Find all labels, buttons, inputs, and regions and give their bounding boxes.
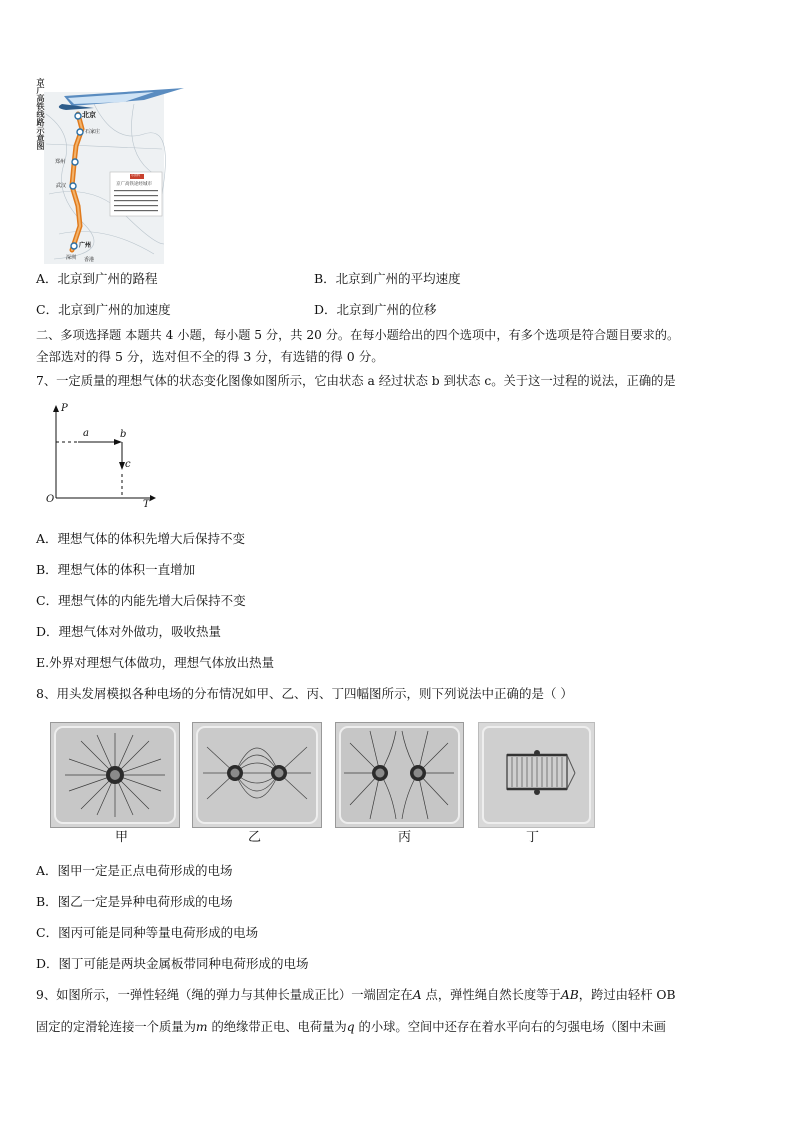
q7-option-a: A．理想气体的体积先增大后保持不变 — [36, 531, 246, 546]
map-legend-title: 京广高铁途经城市 — [116, 182, 152, 187]
hair-field-photo-yi — [192, 722, 322, 828]
q8-option-c: C．图丙可能是同种等量电荷形成的电场 — [36, 925, 259, 940]
rail-map-image — [34, 74, 194, 266]
single-charge-field-image — [51, 723, 179, 827]
q8-option-d: D．图丁可能是两块金属板带同种电荷形成的电场 — [36, 956, 309, 971]
photo-label-yi: 乙 — [248, 830, 262, 845]
q9-line2-part2: 的绝缘带正电、电荷量为 — [207, 1020, 347, 1034]
q6-option-a: A．北京到广州的路程 — [36, 271, 158, 286]
q6-option-c: C．北京到广州的加速度 — [36, 302, 171, 317]
city-label-shijiazhuang: 石家庄 — [85, 129, 101, 135]
q9-segment-ab: AB — [560, 988, 579, 1002]
q6-option-d: D．北京到广州的位移 — [314, 302, 437, 317]
rail-map-figure — [34, 74, 194, 266]
q9-line2-part1: 固定的定滑轮连接一个质量为 — [36, 1020, 196, 1034]
q9-mass-symbol: m — [195, 1020, 208, 1034]
parallel-plates-field-image — [479, 723, 594, 827]
q9-line2-part3: 的小球。空间中还存在着水平向右的匀强电场（图中未画 — [354, 1020, 666, 1034]
hair-field-photo-bing — [335, 722, 464, 828]
q9-point-a: A — [412, 988, 422, 1002]
q7-option-c: C．理想气体的内能先增大后保持不变 — [36, 593, 246, 608]
hair-field-photo-jia — [50, 722, 180, 828]
q9-line1-part3: ，跨过由轻杆 OB — [578, 988, 676, 1002]
q8-option-a: A．图甲一定是正点电荷形成的电场 — [36, 863, 233, 878]
map-legend-header: 小资料 — [131, 173, 141, 177]
pt-graph-svg — [40, 402, 160, 512]
q6-option-b: B．北京到广州的平均速度 — [314, 271, 461, 286]
city-label-shenzhen: 深圳 — [66, 255, 77, 261]
map-side-title: 京广高铁线路示意图 — [36, 78, 45, 150]
q9-stem-line1 — [36, 986, 676, 1004]
q8-stem: 8、用头发屑模拟各种电场的分布情况如甲、乙、丙、丁四幅图所示，则下列说法中正确的是（ ） — [36, 686, 573, 701]
city-label-wuhan: 武汉 — [56, 183, 67, 189]
section2-instruction-line1: 二、多项选择题 本题共 4 小题，每小题 5 分，共 20 分。在每小题给出的四个选项中，有多个选项是符合题目要求的。 — [36, 328, 680, 342]
hair-field-photo-ding — [478, 722, 595, 828]
q9-stem-line2 — [36, 1018, 666, 1036]
q7-option-b: B．理想气体的体积一直增加 — [36, 562, 196, 577]
pt-graph-state-c-label: c — [125, 459, 131, 470]
q9-line1-part1: 9、如图所示，一弹性轻绳（绳的弹力与其伸长量成正比）一端固定在 — [36, 988, 413, 1002]
opposite-charges-field-image — [193, 723, 321, 827]
city-label-zhengzhou: 郑州 — [55, 159, 66, 165]
city-label-beijing: 北京 — [82, 111, 96, 119]
photo-label-bing: 丙 — [398, 830, 412, 845]
photo-label-ding: 丁 — [526, 830, 540, 845]
q9-charge-symbol: q — [346, 1020, 355, 1034]
photo-label-jia: 甲 — [115, 830, 129, 845]
city-label-hongkong: 香港 — [84, 257, 95, 263]
q9-line1-part2: 点，弹性绳自然长度等于 — [421, 988, 561, 1002]
q7-stem: 7、一定质量的理想气体的状态变化图像如图所示，它由状态 a 经过状态 b 到状态 c。关于这一过程的说法，正确的是 — [36, 374, 676, 388]
pt-graph — [40, 402, 160, 512]
section2-instruction-line2: 全部选对的得 5 分，选对但不全的得 3 分，有选错的得 0 分。 — [36, 349, 384, 364]
q7-option-e: E.外界对理想气体做功，理想气体放出热量 — [36, 655, 275, 670]
pt-graph-state-b-label: b — [120, 429, 127, 440]
city-label-guangzhou: 广州 — [79, 242, 92, 249]
pt-graph-y-axis-label: P — [61, 403, 68, 414]
pt-graph-origin-label: O — [46, 494, 55, 505]
pt-graph-x-axis-label: T — [143, 499, 150, 510]
pt-graph-state-a-label: a — [83, 428, 89, 439]
q8-option-b: B．图乙一定是异种电荷形成的电场 — [36, 894, 233, 909]
q7-option-d: D．理想气体对外做功，吸收热量 — [36, 624, 222, 639]
like-charges-field-image — [336, 723, 463, 827]
